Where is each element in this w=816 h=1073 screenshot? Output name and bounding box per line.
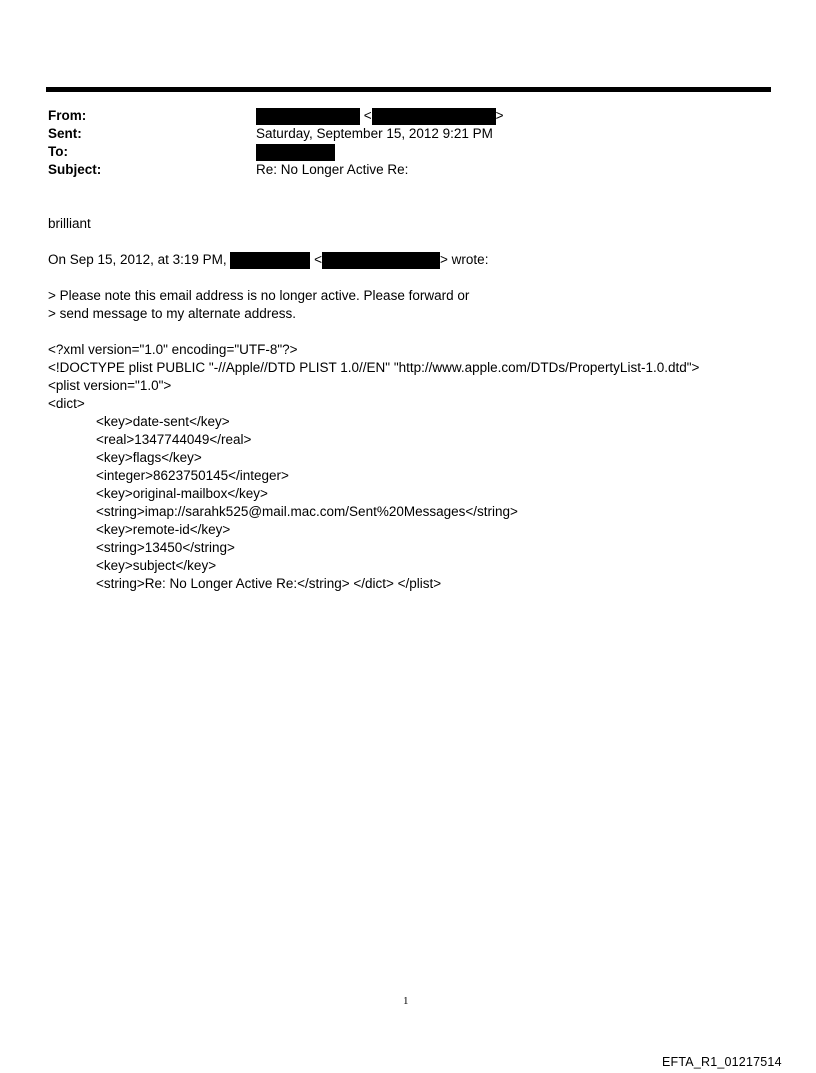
quoted-line: > send message to my alternate address.	[48, 306, 297, 321]
plist-inner-line: <real>1347744049</real>	[96, 432, 252, 447]
attribution-prefix: On Sep 15, 2012, at 3:19 PM,	[48, 252, 227, 267]
quoted-line: > Please note this email address is no longer active. Please forward or	[48, 288, 470, 303]
plist-line: <dict>	[48, 396, 85, 411]
from-value	[256, 107, 504, 125]
attribution-email-redaction	[322, 252, 440, 269]
subject-value: Re: No Longer Active Re:	[256, 162, 409, 177]
sent-value: Saturday, September 15, 2012 9:21 PM	[256, 126, 493, 141]
plist-inner-line: <integer>8623750145</integer>	[96, 468, 289, 483]
attribution-line	[48, 251, 488, 269]
bates-number: EFTA_R1_01217514	[662, 1055, 782, 1069]
from-lt: <	[363, 108, 372, 123]
reply-text: brilliant	[48, 216, 91, 231]
page-number: 1	[403, 995, 409, 1007]
plist-inner-line: <key>remote-id</key>	[96, 522, 231, 537]
plist-line: <!DOCTYPE plist PUBLIC "-//Apple//DTD PLIST 1.0//EN" "http://www.apple.com/DTDs/PropertyList-1.0.dtd">	[48, 360, 700, 375]
to-value	[256, 143, 335, 161]
attribution-lt: <	[314, 252, 323, 267]
plist-line: <plist version="1.0">	[48, 378, 172, 393]
plist-inner-line: <string>13450</string>	[96, 540, 235, 555]
plist-inner-line: <key>flags</key>	[96, 450, 202, 465]
header-rule	[46, 87, 771, 92]
plist-inner-line: <string>imap://sarahk525@mail.mac.com/Sent%20Messages</string>	[96, 504, 518, 519]
plist-line: <?xml version="1.0" encoding="UTF-8"?>	[48, 342, 298, 357]
from-label: From:	[48, 108, 87, 123]
to-label: To:	[48, 144, 68, 159]
sent-label: Sent:	[48, 126, 82, 141]
from-email-redaction	[372, 108, 496, 125]
attribution-name-redaction	[230, 252, 310, 269]
plist-inner-line: <key>date-sent</key>	[96, 414, 230, 429]
plist-inner-line: <key>subject</key>	[96, 558, 217, 573]
plist-inner-line: <key>original-mailbox</key>	[96, 486, 268, 501]
to-redaction	[256, 144, 335, 161]
plist-inner-line: <string>Re: No Longer Active Re:</string> </dict> </plist>	[96, 576, 442, 591]
from-name-redaction	[256, 108, 360, 125]
attribution-suffix: > wrote:	[440, 252, 489, 267]
subject-label: Subject:	[48, 162, 102, 177]
from-gt: >	[495, 108, 504, 123]
